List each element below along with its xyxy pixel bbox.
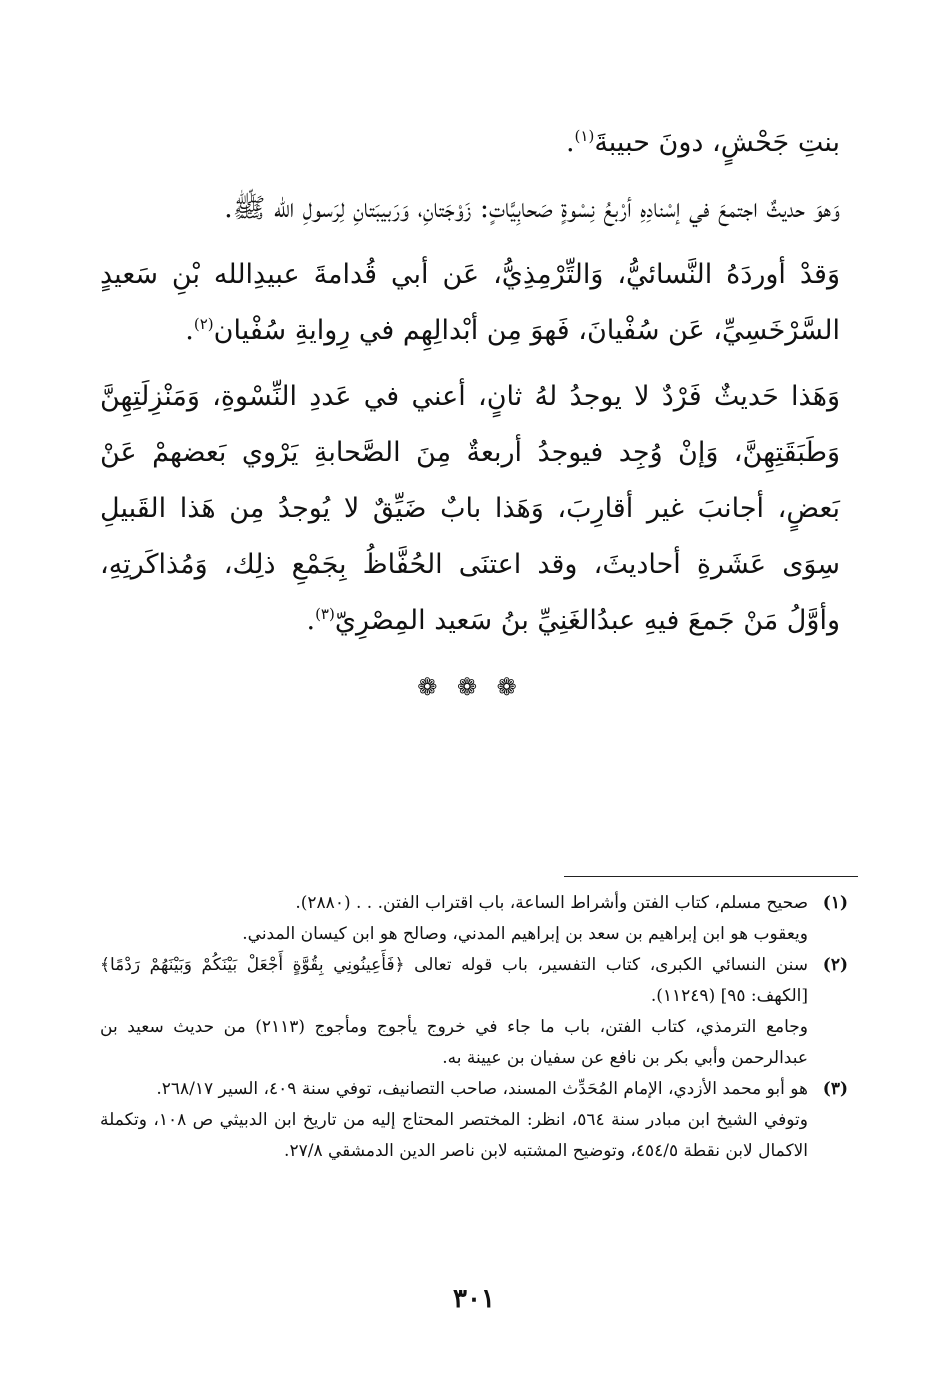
paragraph-1 bbox=[100, 115, 840, 171]
footnote-ref-2: (٢) bbox=[193, 315, 214, 333]
footnote-number: (١) bbox=[822, 893, 848, 913]
main-text bbox=[100, 115, 840, 715]
footnote-2 bbox=[100, 950, 848, 1074]
footnote-ref-3: (٣) bbox=[315, 605, 335, 623]
footnote-3 bbox=[100, 1074, 848, 1167]
footnote-continuation: وجامع الترمذي، كتاب الفتن، باب ما جاء في خروج يأجوج ومأجوج (٢١١٣) من حديث سعيد بن عبدالرحمن وأبي بكر بن نافع عن سفيان بن عيينة به. bbox=[100, 1017, 808, 1068]
footnote-continuation: وتوفي الشيخ ابن مبادر سنة ٥٦٤، انظر: المختصر المحتاج إليه من تاريخ ابن الدبيثي ص ١٠٨، وتكملة الاكمال لابن نقطة ٤٥٤/٥، وتوضيح المشتبه لابن ناصر الدين الدمشقي ٢٧/٨. bbox=[100, 1110, 808, 1161]
footnote-1 bbox=[100, 888, 848, 950]
page-number: ٣٠١ bbox=[453, 1284, 495, 1314]
paragraph-4-end: . bbox=[306, 605, 316, 636]
paragraph-3-end: . bbox=[185, 315, 194, 346]
footnote-text: صحيح مسلم، كتاب الفتن وأشراط الساعة، باب اقتراب الفتن. . . (٢٨٨٠). bbox=[295, 893, 808, 913]
footnote-text: هو أبو محمد الأزدي، الإمام المُحَدِّث المسند، صاحب التصانيف، توفي سنة ٤٠٩، السير ٢٦٨/١٧. bbox=[156, 1079, 808, 1099]
footnote-rule bbox=[564, 876, 858, 877]
paragraph-3 bbox=[100, 247, 840, 359]
footnotes bbox=[100, 888, 848, 1167]
paragraph-1-text: بنتِ جَحْشٍ، دونَ حبيبةَ bbox=[594, 127, 840, 158]
paragraph-2: وَهوَ حديثٌ اجتمعَ في إسْنادِهِ أرْبعُ نِسْوةٍ صَحابِيَّاتٍ: زَوْجَتانِ، وَرَبيبَتانِ لِرَسولِ الله ﷺ. bbox=[224, 193, 840, 224]
section-separator: ❁ ❁ ❁ bbox=[417, 673, 523, 701]
paragraph-4 bbox=[100, 369, 840, 649]
footnote-number: (٣) bbox=[822, 1079, 848, 1099]
paragraph-3-text: وَقدْ أوردَهُ النَّسائيُّ، وَالتِّرْمِذِيُّ، عَن أبي قُدامةَ عبيدِالله بْنِ سَعيدٍ السَّرْخَسِيِّ، عَن سُفْيانَ، فَهوَ مِن أبْدالِهِم في رِوايةِ سُفْيان bbox=[100, 259, 840, 346]
footnote-number: (٢) bbox=[822, 955, 848, 975]
footnote-continuation: ويعقوب هو ابن إبراهيم بن سعد بن إبراهيم المدني، وصالح هو ابن كيسان المدني. bbox=[242, 924, 808, 944]
footnote-text: سنن النسائي الكبرى، كتاب التفسير، باب قوله تعالى ﴿فَأَعِينُونِي بِقُوَّةٍ أَجْعَلْ بَيْنَكُمْ وَبَيْنَهُمْ رَدْمًا﴾ [الكهف: ٩٥] (١١٢٤٩). bbox=[100, 955, 808, 1006]
footnote-ref-1: (١) bbox=[574, 127, 595, 145]
paragraph-4-text: وَهَذا حَديثٌ فَرْدٌ لا يوجدُ لهُ ثانٍ، أعني في عَددِ النِّسْوةِ، وَمَنْزِلَتِهِنَّ وَطَبَقَتِهِنَّ، وَإنْ وُجِد فيوجدُ أربعةٌ مِنَ الصَّحابةِ يَرْوي بَعضهمْ عَنْ بَعضٍ، أجانبَ غير أقارِبَ، وَهَذا بابٌ ضَيِّقٌ لا يُوجدُ مِن هَذا القَبيلِ سِوَى عَشَرةِ أحاديثَ، وقد اعتنَى الحُفَّاظُ بِجَمْعِ ذلِك، وَمُذاكَرتِهِ، وأوَّلُ مَنْ جَمعَ فيهِ عبدُالغَنِيِّ بنُ سَعيد المِصْرِيّ bbox=[100, 381, 840, 636]
paragraph-1-end: . bbox=[565, 127, 575, 158]
